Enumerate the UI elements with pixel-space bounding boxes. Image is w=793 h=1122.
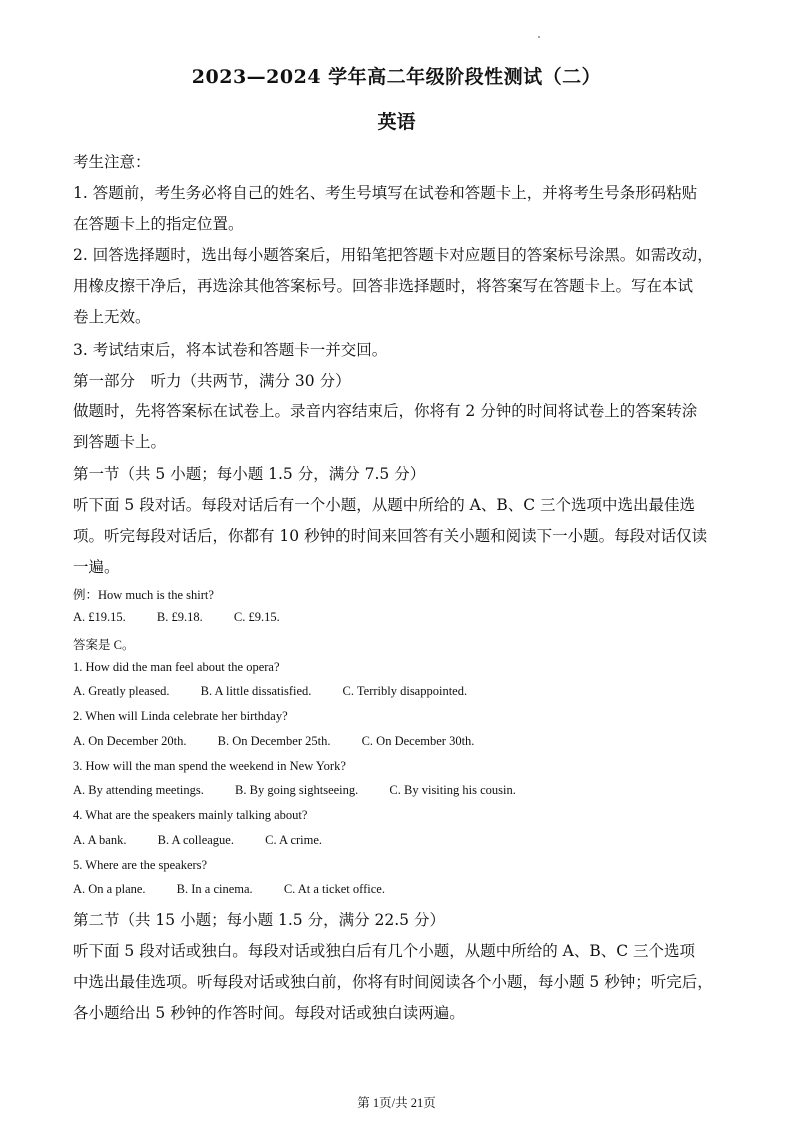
section1-intro-b: 项。听完每段对话后，你都有 10 秒钟的时间来回答有关小题和阅读下一小题。每段对话仅读 [73,527,708,545]
notice-item-2c: 卷上无效。 [73,308,151,326]
page-title: 2023—2024 学年高二年级阶段性测试（二） [191,66,602,88]
question-3-options [73,783,723,798]
section1-intro-a: 听下面 5 段对话。每段对话后有一个小题，从题中所给的 A、B、C 三个选项中选出最佳选 [73,496,696,514]
notice-item-1b: 在答题卡上的指定位置。 [73,215,244,233]
part1-heading: 第一部分 听力（共两节，满分 30 分） [73,372,351,390]
section1-intro-c: 一遍。 [73,558,120,576]
example-question: 例：How much is the shirt? [73,588,214,602]
notice-item-3: 3. 考试结束后，将本试卷和答题卡一并交回。 [73,341,388,359]
page-footer: 第 1页/共 21页 [357,1096,436,1110]
q2-option-a: A. On December 20th. [73,734,187,748]
question-1: 1. How did the man feel about the opera? [73,660,280,674]
section2-intro-a: 听下面 5 段对话或独白。每段对话或独白后有几个小题，从题中所给的 A、B、C 三个选项 [73,942,696,960]
q2-option-c: C. On December 30th. [361,734,475,748]
example-option-c: C. £9.15. [233,610,280,624]
example-answer: 答案是 C。 [73,638,135,652]
notice-item-2a: 2. 回答选择题时，选出每小题答案后，用铅笔把答题卡对应题目的答案标号涂黑。如需改动， [73,246,713,264]
question-3: 3. How will the man spend the weekend in New York? [73,759,346,773]
q3-option-a: A. By attending meetings. [73,783,204,797]
q4-option-c: C. A crime. [265,833,323,847]
q4-option-a: A. A bank. [73,833,127,847]
example-option-b: B. £9.18. [156,610,203,624]
question-4: 4. What are the speakers mainly talking about? [73,808,308,822]
question-1-options [73,684,723,699]
section2-intro-b: 中选出最佳选项。听每段对话或独白前，你将有时间阅读各个小题，每小题 5 秒钟；听完后， [73,973,713,991]
notice-item-1a: 1. 答题前，考生务必将自己的姓名、考生号填写在试卷和答题卡上，并将考生号条形码粘贴 [73,184,698,202]
section1-heading: 第一节（共 5 小题；每小题 1.5 分，满分 7.5 分） [73,465,426,483]
q1-option-a: A. Greatly pleased. [73,684,170,698]
q3-option-b: B. By going sightseeing. [235,783,359,797]
question-2: 2. When will Linda celebrate her birthday? [73,709,288,723]
q1-option-b: B. A little dissatisfied. [200,684,312,698]
notice-heading: 考生注意： [73,153,151,171]
question-4-options [73,833,723,848]
q1-option-c: C. Terribly disappointed. [342,684,468,698]
subject-title: 英语 [377,111,416,133]
notice-item-2b: 用橡皮擦干净后，再选涂其他答案标号。回答非选择题时，将答案写在答题卡上。写在本试 [73,277,694,295]
q5-option-a: A. On a plane. [73,882,146,896]
q3-option-c: C. By visiting his cousin. [389,783,516,797]
example-options [73,610,723,625]
section2-intro-c: 各小题给出 5 秒钟的作答时间。每段对话或独白读两遍。 [73,1004,465,1022]
q5-option-c: C. At a ticket office. [283,882,385,896]
example-option-a: A. £19.15. [73,610,126,624]
section2-heading: 第二节（共 15 小题；每小题 1.5 分，满分 22.5 分） [73,911,445,929]
part1-intro-b: 到答题卡上。 [73,433,167,451]
scan-dot [538,36,540,38]
question-5-options [73,882,723,897]
q5-option-b: B. In a cinema. [176,882,253,896]
q2-option-b: B. On December 25th. [217,734,331,748]
question-5: 5. Where are the speakers? [73,858,208,872]
part1-intro-a: 做题时，先将答案标在试卷上。录音内容结束后，你将有 2 分钟的时间将试卷上的答案转涂 [73,402,698,420]
question-2-options [73,734,723,749]
q4-option-b: B. A colleague. [157,833,234,847]
